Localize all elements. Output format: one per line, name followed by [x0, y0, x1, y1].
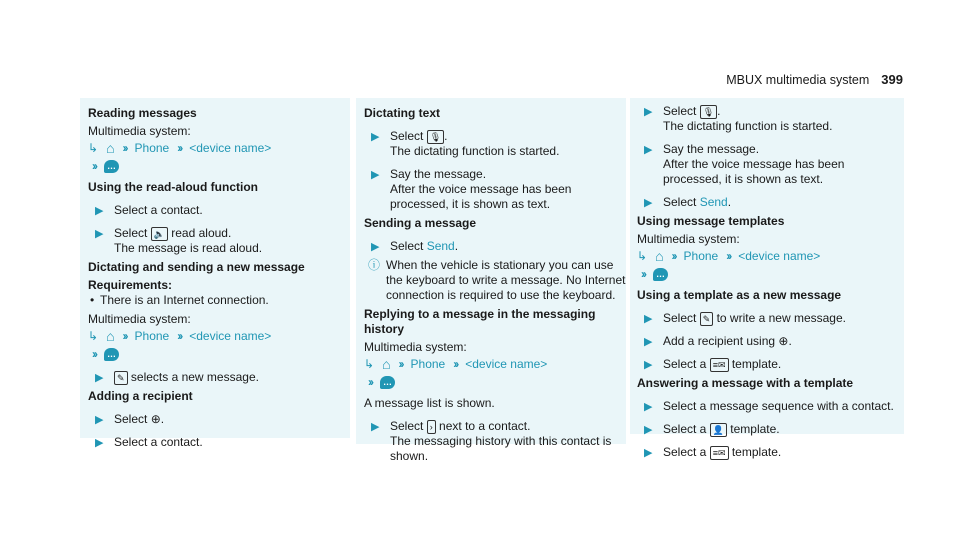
step-text: The dictating function is started.: [663, 119, 833, 133]
step-text: Select: [114, 226, 148, 240]
add-icon[interactable]: ⊕: [150, 412, 161, 426]
step-text: Select a contact.: [114, 203, 203, 217]
step-text: Select: [663, 195, 697, 209]
step: [88, 203, 350, 218]
multimedia-label: Multimedia system:: [88, 312, 191, 326]
read-aloud-icon[interactable]: 🔈: [151, 227, 168, 241]
nav-path: [88, 329, 350, 344]
list-shown-text: A message list is shown.: [364, 396, 495, 410]
add-icon[interactable]: ⊕: [778, 334, 789, 348]
chevron-icon: ››: [92, 347, 96, 361]
message-icon[interactable]: …: [380, 376, 395, 389]
heading-sending: Sending a message: [364, 216, 477, 230]
path-hook-icon: ↳: [364, 357, 375, 371]
chevron-icon: ››: [398, 357, 403, 371]
new-message-icon[interactable]: ✎: [114, 371, 128, 385]
column-3: [637, 102, 899, 464]
step-text: Select a: [663, 357, 707, 371]
step-arrow-icon: ▶: [644, 401, 653, 413]
step-text: After the voice message has been processed, it is shown as text.: [663, 157, 845, 186]
column-1: [88, 102, 350, 454]
heading-add-recipient: Adding a recipient: [88, 389, 193, 403]
send-link[interactable]: Send: [699, 195, 728, 209]
step-text: Select a: [663, 445, 707, 459]
chevron-icon: ››: [453, 357, 458, 371]
step: ▶ Select Send.: [644, 195, 732, 209]
nav-path-2: [641, 267, 899, 282]
step-text: template.: [730, 422, 780, 436]
path-phone[interactable]: Phone: [134, 329, 170, 343]
step-arrow-icon: ▶: [371, 241, 380, 253]
step: [88, 226, 350, 256]
step-text: read aloud.: [171, 226, 232, 240]
step: [637, 399, 899, 414]
step-arrow-icon: ▶: [95, 228, 104, 240]
step-text: After the voice message has been processed, it is shown as text.: [390, 182, 572, 211]
nav-path-2: [92, 347, 350, 362]
step-arrow-icon: ▶: [371, 421, 380, 433]
heading-answer-template: Answering a message with a template: [637, 376, 854, 390]
heading-dictate-send: Dictating and sending a new message: [88, 260, 305, 274]
nav-path: [364, 357, 626, 372]
step-arrow-icon: ▶: [644, 144, 653, 156]
step: [637, 445, 899, 460]
multimedia-label: Multimedia system:: [88, 124, 191, 138]
step-text: selects a new message.: [130, 370, 259, 384]
path-device[interactable]: <device name>: [189, 329, 272, 343]
step-text: template.: [731, 357, 782, 371]
step-text: Select: [390, 129, 424, 143]
step-text: Select a message sequence with a contact.: [663, 399, 894, 413]
step-arrow-icon: ▶: [371, 131, 380, 143]
step-text: to write a new message.: [716, 311, 846, 325]
step: ▶ Select 🎙 . The dictating function is started.: [644, 104, 833, 133]
heading-read-aloud: Using the read-aloud function: [88, 180, 258, 194]
step: [364, 167, 626, 212]
path-phone[interactable]: Phone: [410, 357, 446, 371]
step-arrow-icon: ▶: [95, 437, 104, 449]
step-arrow-icon: ▶: [371, 169, 380, 181]
step-arrow-icon: ▶: [644, 336, 653, 348]
message-icon[interactable]: …: [653, 268, 668, 281]
step: [88, 370, 350, 385]
step: [637, 422, 899, 437]
chevron-icon: ››: [122, 329, 127, 343]
step-text: The dictating function is started.: [390, 144, 560, 158]
nav-path-2: [92, 159, 350, 174]
step-text: Add a recipient using: [663, 334, 776, 348]
heading-reply: Replying to a message in the messaging history: [364, 307, 596, 336]
heading-dictating-text: Dictating text: [364, 106, 441, 120]
heading-template-new: Using a template as a new message: [637, 288, 842, 302]
step: [637, 142, 899, 187]
step: [637, 357, 899, 372]
note-text: When the vehicle is stationary you can use the keyboard to write a message. No Internet connection is required to use the keyboard.: [386, 258, 626, 302]
step-text: Select: [390, 419, 424, 433]
column-2: [364, 102, 626, 468]
message-icon[interactable]: …: [104, 348, 119, 361]
step-arrow-icon: ▶: [95, 414, 104, 426]
step-text: Select: [390, 239, 424, 253]
send-link[interactable]: Send: [426, 239, 455, 253]
heading-templates: Using message templates: [637, 214, 785, 228]
info-icon: ⓘ: [368, 258, 381, 272]
chevron-icon: ››: [177, 141, 182, 155]
chevron-right-icon[interactable]: ›: [427, 420, 436, 434]
step-text: Say the message.: [390, 167, 487, 181]
path-device[interactable]: <device name>: [189, 141, 272, 155]
info-note: [364, 258, 626, 303]
step-arrow-icon: ▶: [644, 197, 653, 209]
step: [637, 311, 899, 326]
home-icon[interactable]: ⌂: [106, 140, 115, 156]
microphone-icon[interactable]: 🎙: [427, 130, 444, 144]
path-device[interactable]: <device name>: [465, 357, 548, 371]
contact-template-icon[interactable]: 👤: [710, 423, 727, 437]
path-hook-icon: ↳: [637, 249, 648, 263]
template-icon[interactable]: ≡✉: [710, 446, 729, 460]
step-arrow-icon: ▶: [644, 106, 653, 118]
step-text: next to a contact.: [439, 419, 531, 433]
heading-reading-messages: Reading messages: [88, 106, 197, 120]
path-device[interactable]: <device name>: [738, 249, 821, 263]
step-text: The message is read aloud.: [114, 241, 263, 255]
step: ▶ Add a recipient using ⊕.: [644, 334, 792, 348]
path-phone[interactable]: Phone: [683, 249, 719, 263]
nav-path: [637, 249, 899, 264]
chevron-icon: ››: [726, 249, 731, 263]
page-header: [726, 72, 903, 87]
step-text: template.: [731, 445, 782, 459]
message-icon[interactable]: …: [104, 160, 119, 173]
chevron-icon: ››: [368, 375, 372, 389]
step-text: The messaging history with this contact is shown.: [390, 434, 612, 463]
step-arrow-icon: ▶: [644, 313, 653, 325]
chevron-icon: ››: [92, 159, 96, 173]
path-phone[interactable]: Phone: [134, 141, 170, 155]
step-text: Select: [114, 412, 148, 426]
step-text: Select a contact.: [114, 435, 203, 449]
step-text: Select a: [663, 422, 707, 436]
path-hook-icon: ↳: [88, 329, 99, 343]
microphone-icon[interactable]: 🎙: [700, 105, 717, 119]
step: ▶ Select ⊕.: [95, 412, 165, 426]
nav-path: [88, 141, 350, 156]
chevron-icon: ››: [122, 141, 127, 155]
step-arrow-icon: ▶: [644, 359, 653, 371]
template-icon[interactable]: ≡✉: [710, 358, 729, 372]
chevron-icon: ››: [177, 329, 182, 343]
step-arrow-icon: ▶: [95, 205, 104, 217]
chevron-icon: ››: [641, 267, 645, 281]
home-icon[interactable]: ⌂: [106, 328, 115, 344]
home-icon[interactable]: ⌂: [382, 356, 391, 372]
step-text: Select: [663, 311, 697, 325]
step-arrow-icon: ▶: [95, 372, 104, 384]
step: [88, 435, 350, 450]
nav-path-2: [368, 375, 626, 390]
path-hook-icon: ↳: [88, 141, 99, 155]
step-text: Select: [663, 104, 697, 118]
step-arrow-icon: ▶: [644, 424, 653, 436]
manual-title: MBUX multimedia system: [726, 73, 870, 87]
home-icon[interactable]: ⌂: [655, 248, 664, 264]
chevron-icon: ››: [671, 249, 676, 263]
step-text: Say the message.: [663, 142, 760, 156]
requirements-label: Requirements:: [88, 278, 173, 292]
new-message-icon[interactable]: ✎: [700, 312, 714, 326]
page-number: 399: [881, 72, 903, 87]
step: ▶ Select 🎙 . The dictating function is started.: [371, 129, 560, 158]
step: ▶ Select Send.: [371, 239, 459, 253]
multimedia-label: Multimedia system:: [637, 232, 740, 246]
requirement-item: • There is an Internet connection.: [88, 293, 350, 308]
multimedia-label: Multimedia system:: [364, 340, 467, 354]
step-arrow-icon: ▶: [644, 447, 653, 459]
step: [364, 419, 626, 464]
